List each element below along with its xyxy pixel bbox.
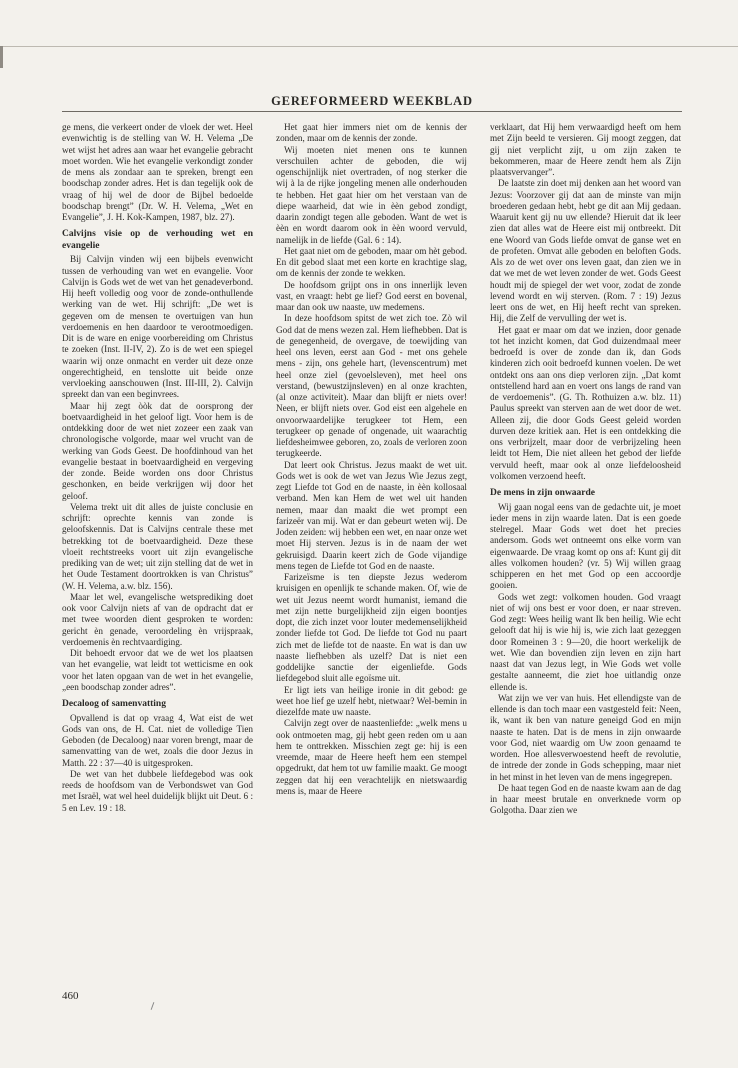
column-1	[62, 122, 253, 814]
paragraph: Er ligt iets van heilige ironie in dit gebod: ge weet hoe lief ge uzelf hebt, nietwaar? Wel-bemin in diezelfde mate uw naaste.	[276, 684, 467, 717]
section-heading-onwaarde: De mens in zijn onwaarde	[490, 488, 596, 498]
paragraph: Het gaat hier immers niet om de kennis der zonden, maar om de kennis der zonde.	[276, 122, 467, 144]
column-2	[276, 122, 467, 797]
paragraph: verklaart, dat Hij hem verwaardigd heeft om hem met Zijn beeld te versieren. Gij moogt zeggen, dat gij niet verplicht zijt, u om zijn zaken te bekommeren, maar de Heere zendt hem als Zijn plaatsvervanger”.	[490, 122, 681, 177]
paragraph: Calvijn zegt over de naastenliefde: „welk mens u ook ontmoeten mag, gij hebt geen reden om u aan hem te onttrekken. Misschien zegt ge: hij is een vreemde, maar de Heere heeft hem een stempel opgedrukt, dat hem tot uw familie maakt. Ge moogt zeggen dat hij een verachtelijk en nietswaardig mens is, maar de Heere	[276, 718, 467, 796]
paragraph: Wat zijn we ver van huis. Het ellendigste van de ellende is dan toch maar een vastgesteld feit: Neen, ik, want ik ben van nature geneigd God en mijn naaste te haten. Dat is de mens in zijn onwaarde voor God, niet waardig om Uw zoon genaamd te worden. Hoe allesverwoestend heeft de revolutie, de intrede der zonde in Gods schepping, maar niet in het minst in het leven van de mens ingegrepen.	[490, 692, 681, 782]
page-number: 460	[62, 990, 79, 1002]
pen-mark	[151, 1002, 155, 1010]
paragraph: Gods wet zegt: volkomen houden. God vraagt niet of wij ons best er voor doen, er naar streven. God zegt: Wees heilig want Ik ben heilig. Wie echt gelooft dat hij is wie hij is, wie zich laat gezeggen door Romeinen 3 : 9—20, die hoort werkelijk de wet. Wie dan bovendien zijn leven en zijn hart naast dat van Jezus legt, in Wie Gods wet volle gestalte aanneemt, die ziet hoe uitlandig onze ellende is.	[490, 591, 681, 692]
paragraph: Dit behoedt ervoor dat we de wet los plaatsen van het evangelie, wat leidt tot wetticisme en ook voor het laten opgaan van de wet in het evangelie, „een boodschap zonder adres”.	[62, 648, 253, 692]
paragraph: Maar hij zegt òòk dat de oorsprong der boetvaardigheid in het geloof ligt. Voor hem is de ontdekking door de wet niet zozeer een zaak van chronologische volgorde, maar wel vrucht van de werking van Gods Geest. De hoofdinhoud van het evangelie bestaat in boetvaardigheid en vergeving der zonde. Beide worden ons door Christus geschonken, en beide verkrijgen wij door het geloof.	[62, 400, 253, 501]
paragraph: ge mens, die verkeert onder de vloek der wet. Heel evenwichtig is de stelling van W. H. Velema „De wet wijst het adres aan waar het evangelie gebracht moet worden. Wie het evangelie verkondigt zonder de mens als zondaar aan te spreken, brengt een boodschap zonder adres. Het is dan tegelijk ook de vraag of hij wel de door de Bijbel bedoelde boodschap brengt” (Dr. W. H. Velema, „Wet en Evangelie”, J. H. Kok-Kampen, 1987, blz. 27).	[62, 122, 253, 222]
paragraph: Farizeïsme is ten diepste Jezus wederom kruisigen en openlijk te schande maken. Of, wie de wet uit Jezus neemt wordt humanist, iemand die met zijn nette burgelijkheid zijn eigen boontjes dopt, die zich inzet voor louter medemenselijkheid zonder liefde tot God. De liefde tot God nu paart zich met de liefde tot de naaste. En wat is dan uw naaste liefhebben als uzelf? Dat is niet een goddelijke sanctie der eigenliefde. Gods liefdegebod sluit alle egoïsme uit.	[276, 572, 467, 684]
paragraph: Maar let wel, evangelische wetsprediking doet ook voor Calvijn niets af van de opdracht dat er met twee woorden dient gesproken te worden: gericht èn genade, veroordeling èn vrijspraak, verdoemenis èn rechtvaardiging.	[62, 591, 253, 647]
paragraph: Dat leert ook Christus. Jezus maakt de wet uit. Gods wet is ook de wet van Jezus Wie Jezus zegt, zegt Liefde tot God en de naaste, in èèn kollosaal verband. Men kan Hem de wet wel uit handen nemen, maar dan maakt die wet prompt een farizeër van mij. Wat er dan gebeurt weten wij. De Joden zeiden: wij hebben een wet, en naar onze wet moet Hij sterven. Jezus is in de naam der wet gekruisigd. Daarin keert zich de Gode vijandige mens tegen de Liefde tot God en de naaste.	[276, 459, 467, 571]
paragraph: Opvallend is dat op vraag 4, Wat eist de wet Gods van ons, de H. Cat. niet de volledige Tien Geboden (de Decaloog) naar voren brengt, maar de samenvatting van de wet, zoals die door Jezus in Matth. 22 : 37—40 is uitgesproken.	[62, 712, 253, 768]
paragraph: Het gaat niet om de geboden, maar om hèt gebod. En dit gebod slaat met een korte en krachtige slag, om de kennis der zonde te wekken.	[276, 245, 467, 279]
running-header: GEREFORMEERD WEEKBLAD	[271, 94, 473, 108]
paragraph: Bij Calvijn vinden wij een bijbels evenwicht tussen de verhouding van wet en evangelie. Voor Calvijn is Gods wet de wet van het genadeverbond. Hij heeft volledig oog voor de zonde-onthullende werking van de wet. Hij schrijft: „De wet is gegeven om de mensen te overtuigen van hun verdoemenis en hen daardoor te verootmoedigen. Dit is de ware en enige voorbereiding om Christus te zoeken (Inst. II-IV, 2). Zo is de wet een spiegel waarin wij onze onmacht en verder uit deze onze ongerechtigheid, en tenslotte uit beide onze vervloeking aanschouwen (Inst. III-III, 2). Calvijn spreekt dan van een beginvrees.	[62, 254, 253, 400]
corner-mark	[0, 46, 3, 68]
paragraph: Velema trekt uit dit alles de juiste conclusie en schrijft: oprechte kennis van zonde is geloofskennis. Dat is Calvijns centrale these met betrekking tot de boetvaardigheid. Deze these vloeit rechtstreeks voort uit zijn evangelische prediking van de wet; uit zijn stelling dat de wet in het Oude Testament doortrokken is van Christus” (W. H. Velema, a.w. blz. 156).	[62, 501, 253, 591]
paragraph: De haat tegen God en de naaste kwam aan de dag in haar meest brutale en onverknede vorm op Golgotha. Daar zien we	[490, 782, 681, 816]
top-rule	[0, 46, 738, 47]
paragraph: In deze hoofdsom spitst de wet zich toe. Zò wil God dat de mens wezen zal. Hem liefhebben. Dat is de genegenheid, de overgave, de toewijding van heel ons leven, eerst aan God - met ons gehele mens - zijn, ons gehele hart, (levenscentrum) met heel onze ziel (gevoelsleven), met heel ons verstand, (bewustzijnsleven) en al onze krachten, (al onze activiteit). Maar dan blijft er niets over! Neen, er blijft niets over. God eist een algehele en onvoorwaardelijke terugkeer tot Hem, een terugkeer op genade of ongenade, uit waarachtig liefdesheimwee geboren, zo, zoals de verloren zoon terugkeerde.	[276, 313, 467, 459]
section-heading-decaloog: Decaloog of samenvatting	[62, 699, 166, 709]
column-3	[490, 122, 681, 817]
paragraph: De laatste zin doet mij denken aan het woord van Jezus: Voorzover gij dat aan de minste van mijn broederen gedaan hebt, hebt ge dit aan Mij gedaan. Waaruit kent gij nu uw ellende? Hieruit dat ik leer zien dat alles wat de Heere eist mij ontbreekt. Dit ene Woord van Gods liefde omvat de ganse wet en de profeten. Omvat alle geboden en beloften Gods. Als zo de wet over ons leven gaat, dan zien we in dat we met de wet leven zonder de wet. Gods Geest houdt mij de spiegel der wet voor, zodat de zonde levend wordt en wij sterven. (Rom. 7 : 19) Jezus leert ons de wet, en Hij heeft recht van spreken. Hij, die Zelf de vervulling der wet is.	[490, 178, 681, 324]
header-rule	[62, 111, 682, 112]
paragraph: Wij gaan nogal eens van de gedachte uit, je moet ieder mens in zijn waarde laten. Dat is een goede stelregel. Maar Gods wet doet het precies andersom. Gods wet ontneemt ons elke vorm van eigenwaarde. De vraag komt op ons af: Kunt gij dit alles volkomen houden? (vr. 5) Wij willen graag schipperen en het met God op een accoordje gooien.	[490, 501, 681, 591]
paragraph: Wij moeten niet menen ons te kunnen verschuilen achter de geboden, die wij ogenschijnlijk niet overtraden, of nog sterker die wij à la de rijke jongeling menen alle onderhouden te hebben. Het gaat hier om het verstaan van de diepe waarheid, dat wie in èèn gebod zondigt, daarin zondigt tegen alle geboden. Want de wet is èèn en wordt daarom ook in èèn woord vervuld, namelijk in de liefde (Gal. 6 : 14).	[276, 144, 467, 245]
section-heading-calvijn: Calvijns visie op de verhouding wet en evangelie	[62, 229, 253, 251]
paragraph: Het gaat er maar om dat we inzien, door genade tot het inzicht komen, dat God duizendmaal meer bedroefd is over de zonde dan ik, dan Gods kinderen zich ooit bedroefd kunnen voelen. De wet ontdekt ons aan ons diep verloren zijn. „Dat komt ontstellend hard aan en voert ons langs de rand van de verdoemenis”. (G. Th. Rothuizen a.w. blz. 11) Paulus spreekt van sterven aan de wet door de wet. Alleen zij, die door Gods Geest geleid worden durven deze kritiek aan. Het is een ontdekking die ons verbrijzelt, maar door de verbrijzeling heen leidt tot Hem, Die niet alleen het gebod der liefde vervuld heeft, maar ook al onze liefdeloosheid volkomen verzoend heeft.	[490, 324, 681, 481]
paragraph: De wet van het dubbele liefdegebod was ook reeds de hoofdsom van de Verbondswet van God met Israël, wat wel heel duidelijk blijkt uit Deut. 6 : 5 en Lev. 19 : 18.	[62, 768, 253, 813]
paragraph: De hoofdsom grijpt ons in ons innerlijk leven vast, en vraagt: hebt ge lief? God eerst en bovenal, maar dan ook uw naaste, uw medemens.	[276, 279, 467, 312]
